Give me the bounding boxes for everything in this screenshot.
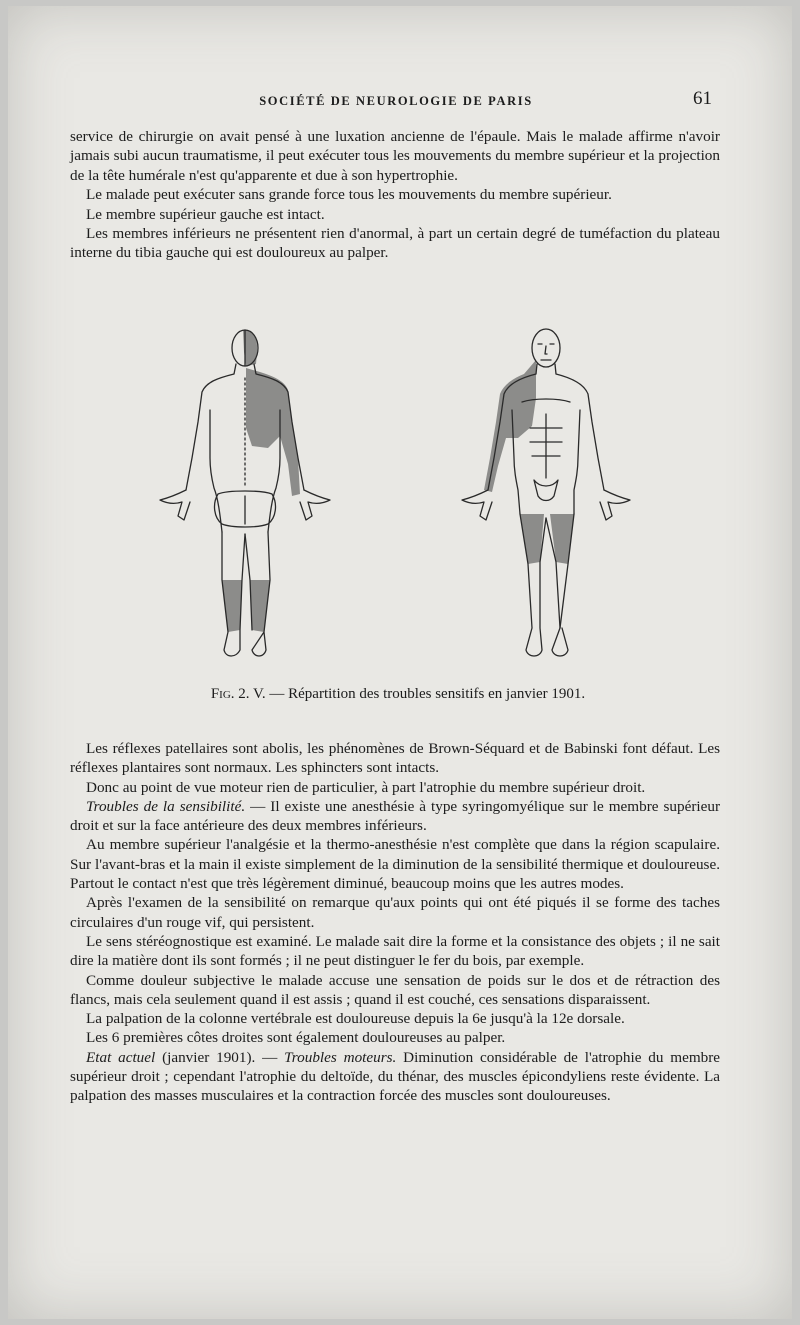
paragraph: Les réflexes patellaires sont abolis, les phénomènes de Brown-Séquard et de Babinski font défaut. Les réflexes plantaires sont normaux. Les sphincters sont intacts.: [70, 740, 720, 777]
top-text-block: [70, 127, 720, 263]
section-title: Troubles moteurs.: [284, 1048, 397, 1066]
page-number: 61: [693, 88, 712, 109]
section-title: Etat actuel: [86, 1048, 156, 1066]
paragraph: [70, 797, 720, 836]
figure-caption: [158, 686, 638, 703]
paragraph: Après l'examen de la sensibilité on remarque qu'aux points qui ont été piqués il se forme des taches circulaires d'un rouge vif, qui persistent.: [70, 894, 720, 931]
body-diagram-figure: [148, 318, 648, 678]
journal-page: [8, 6, 792, 1319]
paragraph: Les 6 premières côtes droites sont également douloureuses au palper.: [86, 1029, 506, 1047]
running-head: SOCIÉTÉ DE NEUROLOGIE DE PARIS: [259, 94, 533, 108]
sensory-map-diagram: [148, 318, 648, 678]
page-header: [80, 88, 712, 114]
bottom-text-block: [70, 739, 720, 1106]
paragraph: Donc au point de vue moteur rien de particulier, à part l'atrophie du membre supérieur droit.: [86, 778, 646, 796]
paragraph: La palpation de la colonne vertébrale est douloureuse depuis la 6e jusqu'à la 12e dorsale.: [86, 1010, 625, 1028]
paragraph: Le malade peut exécuter sans grande force tous les mouvements du membre supérieur.: [86, 186, 612, 204]
section-title: Troubles de la sensibilité.: [86, 797, 246, 815]
paragraph: Les membres inférieurs ne présentent rien d'anormal, à part un certain degré de tuméfaction du plateau interne du tibia gauche qui est douloureux au palper.: [70, 225, 720, 262]
paragraph: service de chirurgie on avait pensé à une luxation ancienne de l'épaule. Mais le malade affirme n'avoir jamais subi aucun traumatisme, il peut exécuter tous les mouvements du membre supérieur et la projection de la tête humérale n'est qu'apparente et due à son hypertrophie.: [70, 128, 720, 184]
figure-caption-text: — Répartition des troubles sensitifs en janvier 1901.: [265, 686, 586, 702]
paragraph-text: — Il existe une anesthésie à type syringomyélique sur le membre supérieur droit et sur la face antérieure des deux membres inférieurs.: [70, 797, 720, 835]
front-view-figure: [462, 329, 630, 656]
paragraph: Comme douleur subjective le malade accuse une sensation de poids sur le dos et de rétraction des flancs, mais cela seulement quand il est assis ; quand il est couché, ces sensations disparaissent.: [70, 971, 720, 1008]
figure-label: Fig. 2. V.: [210, 686, 266, 702]
paragraph-text: Diminution considérable de l'atrophie du membre supérieur droit ; cependant l'atrophie du deltoïde, du thénar, des muscles épicondyliens reste évidente. La palpation des masses musculaires et la contraction forcée des muscles sont douloureuses.: [70, 1048, 721, 1105]
paragraph: [70, 1048, 720, 1106]
paragraph: Le membre supérieur gauche est intact.: [86, 205, 325, 223]
paragraph-text: (janvier 1901). —: [155, 1048, 285, 1066]
back-view-figure: [160, 330, 330, 656]
paragraph: Le sens stéréognostique est examiné. Le malade sait dire la forme et la consistance des objets ; il ne sait dire la matière dont ils sont formés ; il ne peut distinguer le fer du bois, par exemple.: [70, 932, 720, 970]
paragraph: Au membre supérieur l'analgésie et la thermo-anesthésie n'est complète que dans la région scapulaire. Sur l'avant-bras et la main il existe simplement de la diminution de la sensibilité thermique et douloureuse. Partout le contact n'est que très légèrement diminué, beaucoup moins que les autres modes.: [70, 836, 720, 893]
